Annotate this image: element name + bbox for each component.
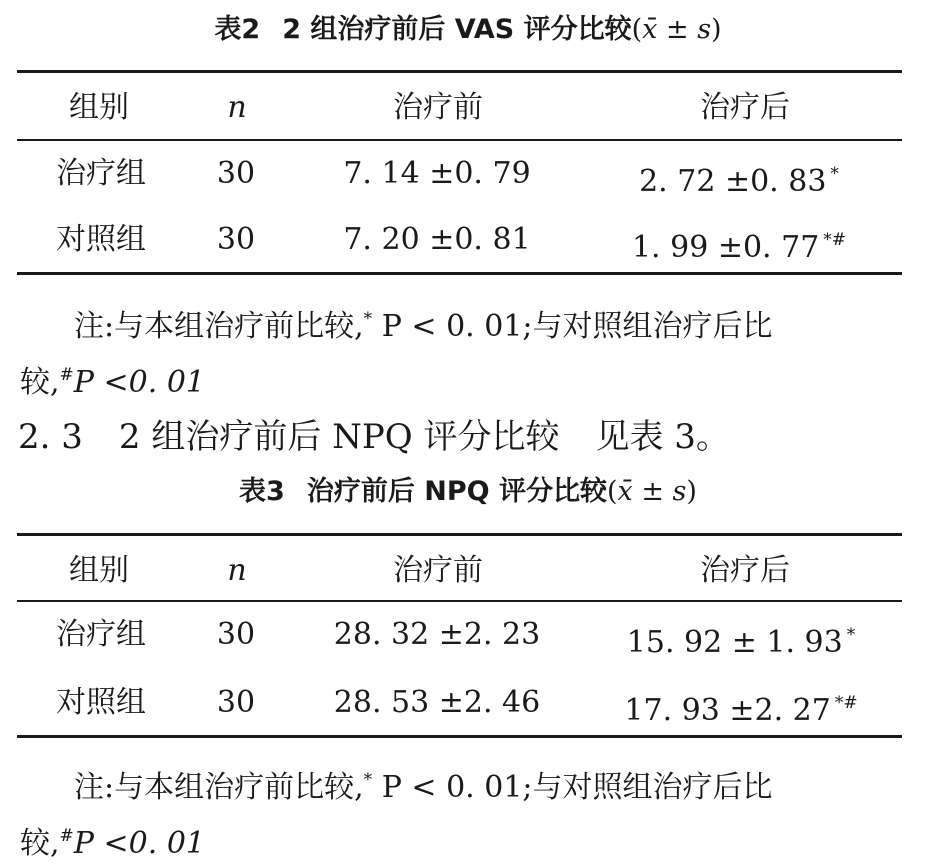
table3-note-line2: 较,#P <0. 01 [20, 826, 205, 861]
table3-header-before: 治疗前 [393, 553, 483, 588]
table3-header-n: n [227, 553, 247, 588]
table-cell-group: 对照组 [56, 685, 146, 720]
table3-stat: (x̄ ± s) [606, 476, 697, 507]
significance-mark: *# [823, 230, 847, 250]
table-cell-after: 17. 93 ±2. 27 *# [624, 693, 858, 728]
table2-note-line2: 较,#P <0. 01 [20, 365, 205, 400]
table3 [17, 533, 902, 739]
table2-header-n: n [227, 90, 247, 125]
table-cell-group: 治疗组 [56, 617, 146, 652]
table3-number: 表3 [239, 476, 285, 507]
table-cell-group: 治疗组 [56, 156, 146, 191]
table-cell-before: 7. 20 ±0. 81 [343, 222, 531, 257]
table2-note-line1: 注:与本组治疗前比较,* P < 0. 01;与对照组治疗后比 [74, 309, 773, 344]
significance-mark: * [830, 164, 839, 184]
section-ref: 见表 3。 [595, 417, 730, 457]
table-cell-before: 28. 32 ±2. 23 [333, 617, 541, 652]
table-cell-n: 30 [216, 156, 256, 191]
table3-title: 治疗前后 NPQ 评分比较 [306, 476, 607, 507]
table-cell-after: 15. 92 ± 1. 93 * [626, 625, 856, 660]
table-cell-after: 1. 99 ±0. 77 *# [631, 230, 847, 265]
table3-caption [0, 476, 936, 508]
table2-top-rule [17, 70, 902, 73]
table2-bottom-rule [17, 272, 902, 275]
table-cell-before: 7. 14 ±0. 79 [343, 156, 531, 191]
table3-header-group: 组别 [69, 553, 129, 588]
table2-header-rule [17, 139, 902, 141]
table-cell-group: 对照组 [56, 222, 146, 257]
table3-header-after: 治疗后 [700, 553, 790, 588]
table-cell-after: 2. 72 ±0. 83 * [639, 164, 839, 199]
table-cell-n: 30 [216, 685, 256, 720]
table2-header-group: 组别 [69, 90, 129, 125]
significance-mark: * [846, 625, 856, 645]
table3-note-line1: 注:与本组治疗前比较,* P < 0. 01;与对照组治疗后比 [74, 770, 773, 805]
table2-caption [0, 14, 936, 46]
table-cell-n: 30 [216, 222, 256, 257]
table2-number: 表2 [214, 14, 261, 45]
table2-stat: (x̄ ± s) [631, 14, 722, 45]
section-number: 2. 3 [18, 417, 83, 457]
table3-top-rule [17, 533, 902, 536]
table2-title: 2 组治疗前后 VAS 评分比较 [282, 14, 632, 45]
table2-header-after: 治疗后 [700, 90, 790, 125]
section-heading [18, 417, 730, 457]
table3-header-rule [17, 600, 902, 602]
section-title: 2 组治疗前后 NPQ 评分比较 [118, 417, 560, 457]
significance-mark: *# [834, 693, 858, 713]
table-cell-n: 30 [216, 617, 256, 652]
table-cell-before: 28. 53 ±2. 46 [333, 685, 541, 720]
table2-header-before: 治疗前 [393, 90, 483, 125]
table3-bottom-rule [17, 735, 902, 738]
table2 [17, 70, 902, 276]
